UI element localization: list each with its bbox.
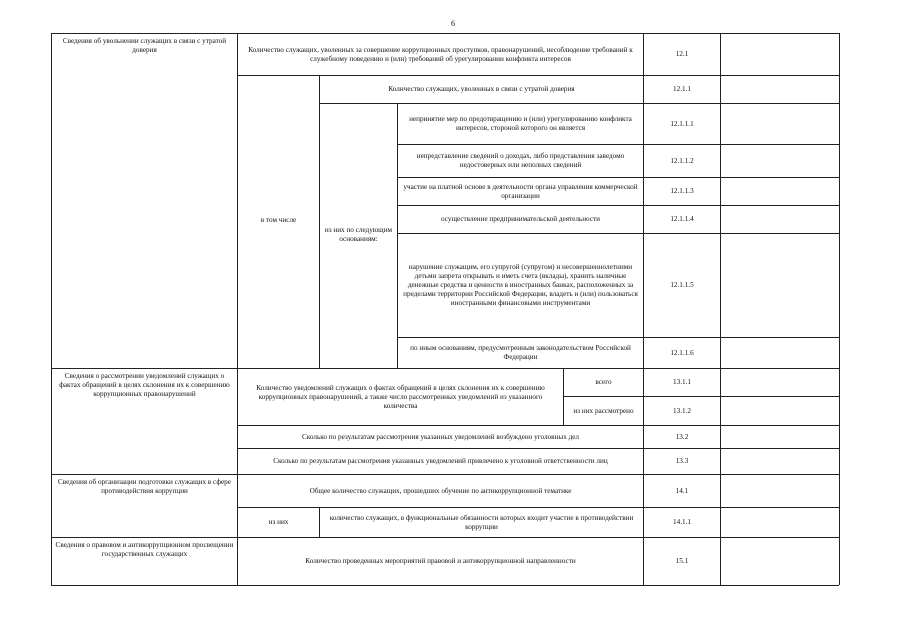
section-title-education: Сведения о правовом и антикоррупционном просвещении государственных служащих bbox=[55, 541, 234, 558]
row-text-12-1-1: Количество служащих, уволенных в связи с утратой доверия bbox=[388, 85, 575, 93]
label-total: всего bbox=[595, 378, 612, 386]
row-code-12-1-1-5: 12.1.1.5 bbox=[670, 281, 694, 289]
row-text-14-1-1: количество служащих, в функциональные обязанности которых входит участие в противодействии коррупции bbox=[329, 513, 634, 531]
row-text-13-1: Количество уведомлений служащих о фактах обращений в целях склонения их к совершению коррупционных правонарушений, а также число рассмотренных уведомлений из указанного количества bbox=[256, 383, 545, 410]
row-code-13-3: 13.3 bbox=[675, 457, 689, 465]
row-text-12-1-1-1: непринятие мер по предотвращению и (или) урегулированию конфликта интересов, стороной которого он является bbox=[409, 115, 632, 132]
row-code-14-1: 14.1 bbox=[675, 486, 689, 495]
row-code-12-1-1: 12.1.1 bbox=[673, 85, 691, 93]
col-divider bbox=[720, 33, 721, 585]
row-text-15-1: Количество проведенных мероприятий правовой и антикоррупционной направленности bbox=[305, 557, 576, 565]
label-including: в том числе bbox=[260, 215, 297, 224]
row-text-12-1-1-6: по иным основаниям, предусмотренным законодательством Российской Федерации bbox=[410, 344, 631, 361]
row-code-12-1-1-2: 12.1.1.2 bbox=[670, 156, 694, 165]
row-code-12-1: 12.1 bbox=[675, 50, 689, 58]
row-text-12-1-1-5: нарушение служащим, его супругой (супругом) и несовершеннолетними детьми запрета открывать и иметь счета (вклады), хранить наличные денежные средства и ценности в иностранных банках, расположенных за пределами территории Российской Федерации, владеть и (или) пользоваться иностранными финансовыми инструментами bbox=[403, 263, 638, 307]
row-text-12-1: Количество служащих, уволенных за совершение коррупционных проступков, правонарушений, несоблюдение требований к служебному поведению и (или) требований об урегулировании конфликта интересов bbox=[248, 45, 633, 63]
row-code-13-1-1: 13.1.1 bbox=[673, 378, 691, 386]
row-text-13-2: Сколько по результатам рассмотрения указанных уведомлений возбуждено уголовных дел bbox=[301, 432, 580, 441]
section-title-training: Сведения об организации подготовки служащих в сфере противодействия коррупции bbox=[58, 478, 231, 495]
row-code-12-1-1-6: 12.1.1.6 bbox=[670, 348, 694, 357]
row-text-12-1-1-2: непредставление сведений о доходах, либо представления заведомо недостоверных или неполных сведений bbox=[416, 152, 625, 169]
row-text-12-1-1-4: осуществление предпринимательской деятельности bbox=[440, 215, 601, 223]
row-code-13-1-2: 13.1.2 bbox=[673, 406, 691, 415]
row-code-14-1-1: 14.1.1 bbox=[673, 518, 691, 526]
label-of-them-by-grounds: из них по следующим основаниям: bbox=[324, 226, 393, 243]
row-text-12-1-1-3: участие на платной основе в деятельности органа управления коммерческой организации bbox=[403, 182, 638, 200]
label-of-them-considered: из них рассмотрено bbox=[573, 406, 634, 415]
row-code-15-1: 15.1 bbox=[675, 557, 689, 565]
col-divider bbox=[839, 33, 840, 585]
row-code-13-2: 13.2 bbox=[675, 432, 689, 441]
row-text-13-3: Сколько по результатам рассмотрения указанных уведомлений привлечено к уголовной ответственности лиц bbox=[273, 457, 608, 465]
row-code-12-1-1-4: 12.1.1.4 bbox=[670, 215, 694, 223]
label-of-them: из них bbox=[268, 518, 289, 526]
section-title-dismissal: Сведения об увольнении служащих в связи с утратой доверия bbox=[62, 37, 227, 54]
row-text-14-1: Общее количество служащих, прошедших обучение по антикоррупционной тематике bbox=[309, 486, 572, 495]
row-code-12-1-1-3: 12.1.1.3 bbox=[670, 187, 694, 195]
section-title-notifications: Сведения о рассмотрении уведомлений служащих о фактах обращений в целях склонения их к совершению коррупционных правонарушений bbox=[59, 372, 230, 398]
page-number: 6 bbox=[451, 19, 455, 28]
row-code-12-1-1-1: 12.1.1.1 bbox=[670, 119, 694, 128]
row-divider bbox=[51, 585, 839, 586]
